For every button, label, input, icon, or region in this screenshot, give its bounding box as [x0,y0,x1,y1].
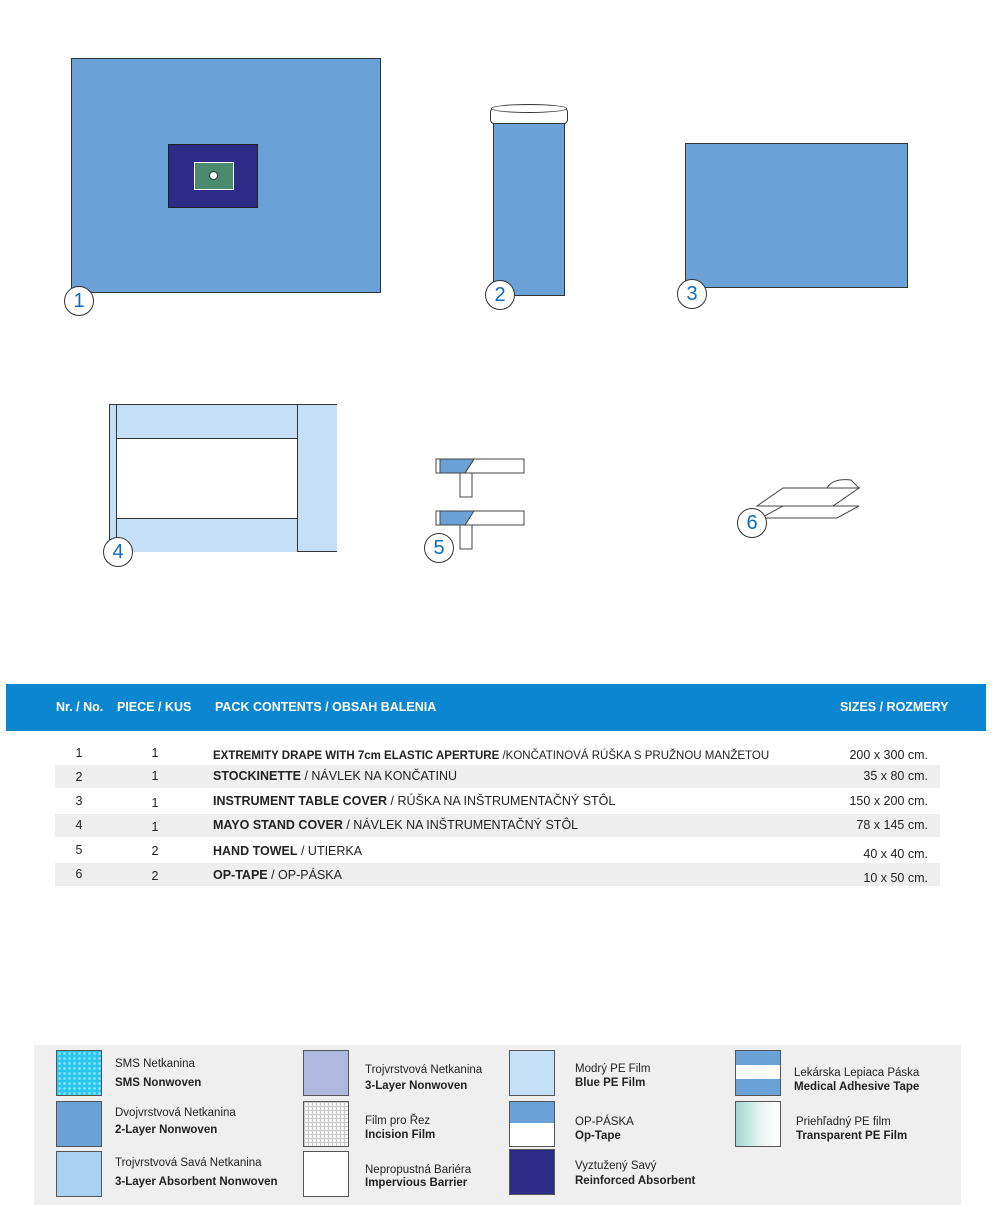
row-piece: 1 [151,820,159,834]
legend-en: Transparent PE Film [796,1130,908,1142]
callout-2: 2 [485,280,515,310]
mayo-stand-cover-illustration [109,404,337,552]
stockinette-body [493,120,565,296]
legend-sk: OP-PÁSKA [575,1116,634,1128]
header-nr: Nr. / No. [56,700,104,714]
reinforced-absorbent-swatch [509,1149,555,1195]
instrument-table-cover-illustration [685,143,908,288]
stockinette-opening [491,104,567,113]
legend-en: Impervious Barrier [365,1177,468,1189]
legend-sk: Trojvrstvová Netkanina [365,1064,483,1076]
legend-en: Incision Film [365,1129,436,1141]
row-piece: 1 [151,796,159,810]
row-nr: 1 [75,746,83,760]
table-row [55,790,940,813]
callout-4: 4 [103,537,133,567]
table-row [55,863,940,886]
row-piece: 2 [151,844,159,858]
table-row [55,839,940,862]
row-desc: MAYO STAND COVER / NÁVLEK NA INŠTRUMENTAČNÝ STÔL [213,818,579,832]
transparent-pe-film-swatch [735,1101,781,1147]
row-nr: 4 [75,818,83,832]
row-desc: EXTREMITY DRAPE WITH 7cm ELASTIC APERTURE /KONČATINOVÁ RÚŠKA S PRUŽNOU MANŽETOU [213,750,770,762]
legend-sk: Modrý PE Film [575,1063,651,1075]
legend-en: SMS Nonwoven [115,1077,202,1089]
legend-en: 3-Layer Nonwoven [365,1080,468,1092]
header-piece: PIECE / KUS [117,700,192,714]
legend-sk: Film pro Řez [365,1115,431,1127]
medical-adhesive-tape-swatch [735,1050,781,1096]
row-nr: 2 [75,770,83,784]
hand-towel-illustration [755,476,865,526]
header-sizes: SIZES / ROZMERY [840,700,949,714]
legend-en: Reinforced Absorbent [575,1175,696,1187]
legend-sk: Nepropustná Bariéra [365,1164,472,1176]
three-layer-nonwoven-swatch [303,1050,349,1096]
three-layer-absorbent-swatch [56,1151,102,1197]
header-contents: PACK CONTENTS / OBSAH BALENIA [215,700,437,714]
incision-window [194,162,234,190]
stockinette-illustration [490,104,570,299]
extremity-drape-illustration [71,58,381,293]
blue-pe-film-swatch [509,1050,555,1096]
material-legend [34,1045,961,1205]
row-size: 35 x 80 cm. [863,769,928,783]
row-desc: STOCKINETTE / NÁVLEK NA KONČATINU [213,769,458,783]
legend-en: Medical Adhesive Tape [794,1081,920,1093]
table-row [55,743,940,766]
legend-sk: SMS Netkanina [115,1058,195,1070]
table-row [55,814,940,837]
callout-5: 5 [424,533,454,563]
legend-sk: Dvojvrstvová Netkanina [115,1107,236,1119]
row-size: 150 x 200 cm. [849,794,928,808]
row-size: 40 x 40 cm. [863,847,928,861]
legend-en: 3-Layer Absorbent Nonwoven [115,1176,278,1188]
row-desc: OP-TAPE / OP-PÁSKA [213,868,342,882]
legend-en: Op-Tape [575,1130,621,1142]
table-row [55,765,940,788]
reinforced-area [168,144,258,208]
row-desc: INSTRUMENT TABLE COVER / RÚŠKA NA INŠTRUMENTAČNÝ STÔL [213,794,616,808]
row-size: 10 x 50 cm. [863,871,928,885]
callout-1: 1 [64,286,94,316]
legend-en: 2-Layer Nonwoven [115,1124,218,1136]
table-header [6,684,986,731]
row-piece: 2 [151,869,159,883]
row-piece: 1 [151,769,159,783]
legend-en: Blue PE Film [575,1077,646,1089]
legend-sk: Trojvrstvová Savá Netkanina [115,1157,262,1169]
two-layer-nonwoven-swatch [56,1101,102,1147]
row-piece: 1 [151,746,159,760]
row-size: 200 x 300 cm. [849,748,928,762]
legend-sk: Vyztužený Savý [575,1160,657,1172]
legend-sk: Priehľadný PE film [796,1116,891,1128]
incision-film-swatch [303,1101,349,1147]
legend-sk: Lekárska Lepiaca Páska [794,1067,920,1079]
aperture-icon [209,171,218,180]
sms-nonwoven-swatch [56,1050,102,1096]
row-desc: HAND TOWEL / UTIERKA [213,844,363,858]
callout-3: 3 [677,279,707,309]
impervious-barrier-swatch [303,1151,349,1197]
row-nr: 3 [75,794,83,808]
row-nr: 5 [75,843,83,857]
callout-6: 6 [737,508,767,538]
row-nr: 6 [75,867,83,881]
op-tape-swatch [509,1101,555,1147]
row-size: 78 x 145 cm. [856,818,928,832]
